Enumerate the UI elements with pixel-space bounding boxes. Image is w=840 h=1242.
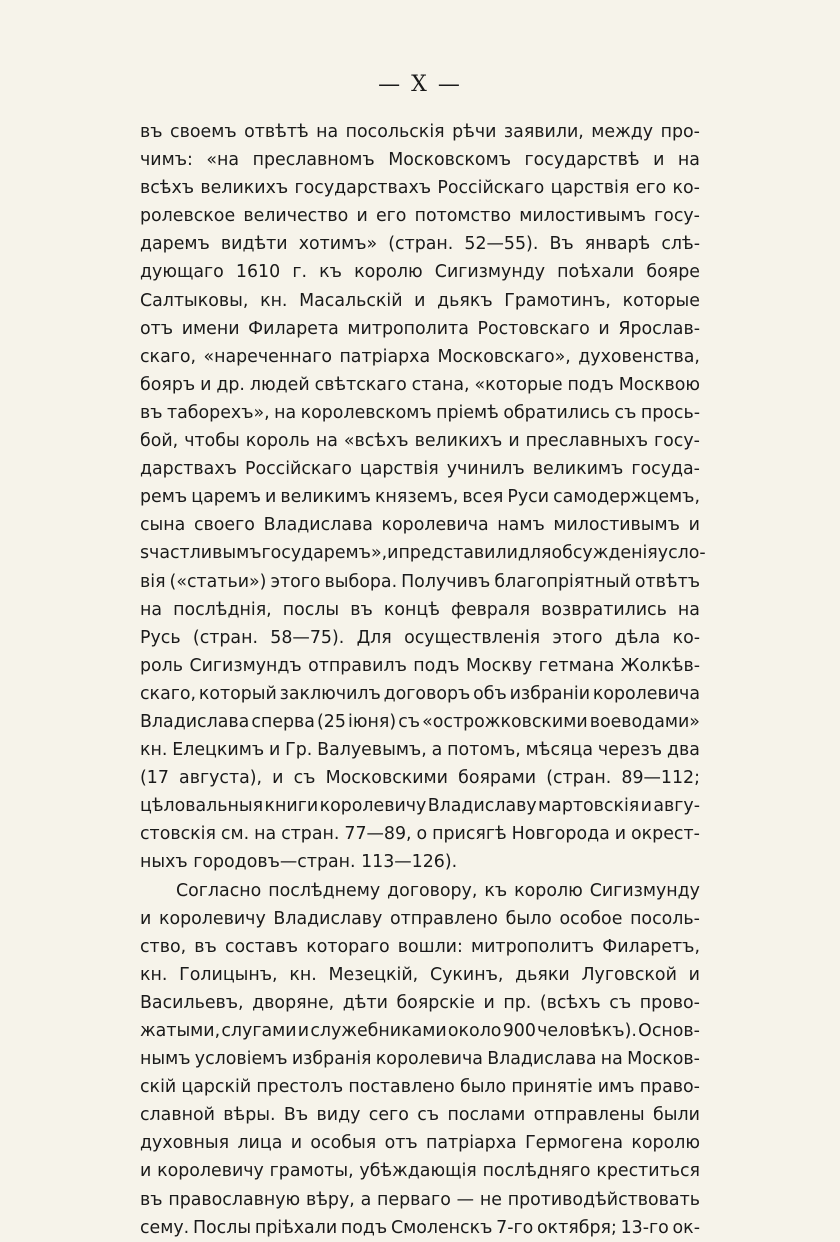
text-line: въ таборехъ», на королевскомъ пріемѣ обратились съ прось- [140, 402, 700, 423]
text-line: нымъ условіемъ избранія королевича Владислава на Москов- [140, 1049, 700, 1070]
text-line: скаго, который заключилъ договоръ объ избраніи королевича [140, 683, 700, 704]
text-line: роль Сигизмундъ отправилъ подъ Москву гетмана Жолкѣв- [140, 655, 700, 676]
text-line: ремъ царемъ и великимъ княземъ, всея Руси самодержцемъ, [140, 487, 700, 508]
text-line: бояръ и др. людей свѣтскаго стана, «которые подъ Москвою [140, 374, 700, 395]
text-line: духовныя лица и особыя отъ патріарха Гермогена королю [140, 1133, 700, 1154]
text-line: кн. Голицынъ, кн. Мезецкій, Сукинъ, дьяки Луговской и [140, 964, 700, 985]
paragraph [140, 877, 700, 1242]
text-line: стовскія см. на стран. 77—89, о присягѣ Новгорода и окрест- [140, 824, 700, 845]
text-line: сына своего Владислава королевича намъ милостивымъ и [140, 515, 700, 536]
text-line: цѣловальныя книги королевичу Владиславу мартовскія и авгу- [140, 796, 700, 817]
text-line: въ православную вѣру, а перваго — не противодѣйствовать [140, 1189, 700, 1210]
text-line: на послѣднія, послы въ концѣ февраля возвратились на [140, 599, 700, 620]
text-line: сему. Послы пріѣхали подъ Смоленскъ 7-го октября; 13-го ок- [140, 1217, 700, 1238]
body-text [140, 118, 706, 1242]
text-line: скій царскій престолъ поставлено было принятіе имъ право- [140, 1077, 700, 1098]
text-line: жатыми, слугами и служебниками около 900 человѣкъ). Основ- [140, 1021, 700, 1041]
text-line: Васильевъ, дворяне, дѣти боярскіе и пр. (всѣхъ съ прово- [140, 992, 700, 1013]
paragraph [140, 118, 706, 877]
text-line: ролевское величество и его потомство милостивымъ госу- [140, 206, 700, 227]
text-line: кн. Елецкимъ и Гр. Валуевымъ, а потомъ, мѣсяца черезъ два [140, 740, 700, 761]
text-line: Владислава сперва (25 іюня) съ «острожковскими воеводами» [140, 711, 700, 732]
text-line: Согласно послѣднему договору, къ королю Сигизмунду [176, 880, 700, 901]
text-line: всѣхъ великихъ государствахъ Россійскаго царствія его ко- [140, 178, 700, 199]
text-line: скаго, «нареченнаго патріарха Московскаго», духовенства, [140, 346, 700, 367]
text-line: Салтыковы, кн. Масальскій и дьякъ Грамотинъ, которые [140, 290, 700, 311]
text-line: Русь (стран. 58—75). Для осуществленія этого дѣла ко- [140, 627, 700, 648]
text-line: вія («статьи») этого выбора. Получивъ благопріятный отвѣтъ [140, 571, 700, 592]
text-line: и королевичу грамоты, убѣждающія послѣдняго креститься [140, 1161, 700, 1182]
text-line: ныхъ городовъ—стран. 113—126). [140, 852, 458, 873]
text-line: ѕчастливымъ государемъ», и представили для обсужденія усло- [140, 543, 706, 564]
text-line: въ своемъ отвѣтѣ на посольскія рѣчи заявили, между про- [140, 122, 700, 142]
text-line: даремъ видѣти хотимъ» (стран. 52—55). Въ январѣ слѣ- [140, 234, 700, 255]
text-line: и королевичу Владиславу отправлено было особое посоль- [140, 908, 700, 929]
text-line: дующаго 1610 г. къ королю Сигизмунду поѣхали бояре [140, 262, 700, 283]
text-line: бой, чтобы король на «всѣхъ великихъ и преславныхъ госу- [140, 431, 700, 452]
text-line: (17 августа), и съ Московскими боярами (стран. 89—112; [140, 768, 700, 789]
page-number: — X — [378, 72, 462, 97]
text-line: славной вѣры. Въ виду сего съ послами отправлены были [140, 1105, 700, 1126]
text-line: чимъ: «на преславномъ Московскомъ государствѣ и на [140, 150, 700, 171]
text-line: дарствахъ Россійскаго царствія учинилъ великимъ госуда- [140, 459, 700, 480]
text-line: ство, въ составъ котораго вошли: митрополитъ Филаретъ, [140, 936, 700, 957]
text-line: отъ имени Филарета митрополита Ростовскаго и Ярослав- [140, 318, 700, 339]
